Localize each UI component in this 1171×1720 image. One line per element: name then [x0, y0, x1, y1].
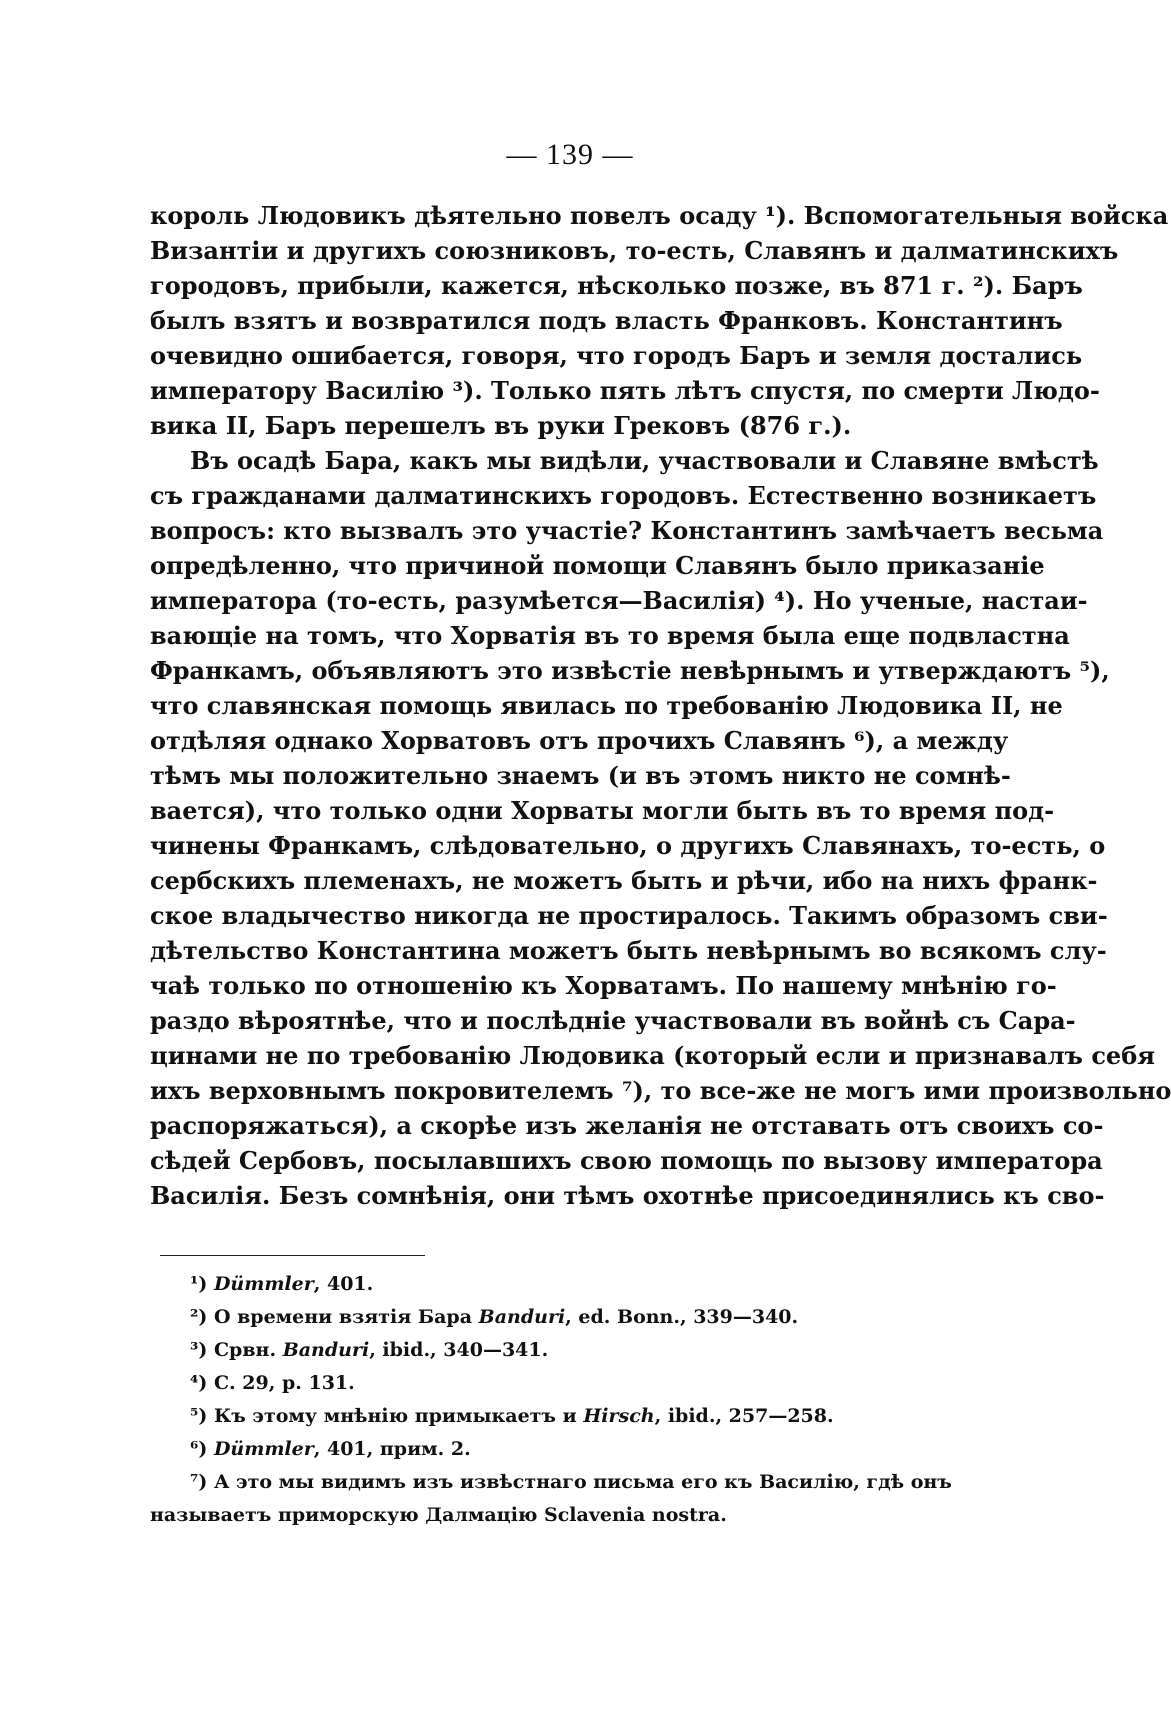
text-line: сѣдей Сербовъ, посылавшихъ свою помощь по вызову императора: [150, 1146, 1103, 1175]
footnote-mark: ⁴): [190, 1372, 214, 1394]
footnotes: [150, 1268, 950, 1532]
footnote-author: Banduri: [282, 1339, 370, 1361]
footnote: [150, 1301, 950, 1334]
text-line: отдѣляя однако Хорватовъ отъ прочихъ Славянъ ⁶), а между: [150, 726, 1009, 755]
footnote-pre: Къ этому мнѣнію примыкаетъ и: [213, 1405, 584, 1427]
footnote-rest: А это мы видимъ изъ извѣстнаго письма его къ Василію, гдѣ онъ: [213, 1471, 952, 1493]
footnote-mark: ⁷): [190, 1471, 214, 1493]
text-line: вающіе на томъ, что Хорватія въ то время была еще подвластна: [150, 621, 1070, 650]
text-line: сербскихъ племенахъ, не можетъ быть и рѣчи, ибо на нихъ франк-: [150, 866, 1098, 895]
footnote: [150, 1367, 950, 1400]
footnote-author: Dümmler: [213, 1438, 314, 1460]
footnote-author: Hirsch: [583, 1405, 655, 1427]
text-line: раздо вѣроятнѣе, что и послѣдніе участвовали въ войнѣ съ Сара-: [150, 1006, 1076, 1035]
text-line: Въ осадѣ Бара, какъ мы видѣли, участвовали и Славяне вмѣстѣ: [190, 446, 1099, 475]
footnote-mark: ⁵): [190, 1405, 214, 1427]
footnote-rest: , ibid., 257—258.: [654, 1405, 834, 1427]
text-line: чинены Франкамъ, слѣдовательно, о другихъ Славянахъ, то-есть, о: [150, 831, 1106, 860]
text-line: Франкамъ, объявляютъ это извѣстіе невѣрнымъ и утверждаютъ ⁵),: [150, 656, 1110, 685]
footnote-rest: , ed. Bonn., 339—340.: [565, 1306, 799, 1328]
page-number: — 139 —: [506, 138, 634, 171]
text-line: вопросъ: кто вызвалъ это участіе? Константинъ замѣчаетъ весьма: [150, 516, 1104, 545]
text-line: былъ взятъ и возвратился подъ власть Франковъ. Константинъ: [150, 306, 1063, 335]
footnote-rest: С. 29, p. 131.: [213, 1372, 355, 1394]
text-line: городовъ, прибыли, кажется, нѣсколько позже, въ 871 г. ²). Баръ: [150, 271, 1083, 300]
text-line: императора (то-есть, разумѣется—Василія) ⁴). Но ученые, настаи-: [150, 586, 1088, 615]
footnote-continuation: называетъ приморскую Далмацію Sclavenia nostra.: [150, 1504, 727, 1526]
text-line: Василія. Безъ сомнѣнія, они тѣмъ охотнѣе присоединялись къ сво-: [150, 1181, 1105, 1210]
text-line: чаѣ только по отношенію къ Хорватамъ. По нашему мнѣнію го-: [150, 971, 1057, 1000]
footnote-rest: , ibid., 340—341.: [369, 1339, 549, 1361]
text-line: тѣмъ мы положительно знаемъ (и въ этомъ никто не сомнѣ-: [150, 761, 1011, 790]
text-line: опредѣленно, что причиной помощи Славянъ было приказаніе: [150, 551, 1045, 580]
footnote-rest: , 401.: [313, 1273, 374, 1295]
text-line: ское владычество никогда не простиралось. Такимъ образомъ сви-: [150, 901, 1108, 930]
text-line: императору Василію ³). Только пять лѣтъ спустя, по смерти Людо-: [150, 376, 1100, 405]
footnote: [150, 1466, 950, 1499]
footnote-author: Dümmler: [213, 1273, 314, 1295]
footnote: [150, 1400, 950, 1433]
footnote-mark: ⁶): [190, 1438, 214, 1460]
footnote-rest: , 401, прим. 2.: [313, 1438, 471, 1460]
text-line: дѣтельство Константина можетъ быть невѣрнымъ во всякомъ слу-: [150, 936, 1107, 965]
text-line: вика II, Баръ перешелъ въ руки Грековъ (876 г.).: [150, 411, 852, 440]
text-line: очевидно ошибается, говоря, что городъ Баръ и земля достались: [150, 341, 1083, 370]
footnote-mark: ³): [190, 1339, 214, 1361]
footnote: [150, 1334, 950, 1367]
text-line: король Людовикъ дѣятельно повелъ осаду ¹). Вспомогательныя войска: [150, 201, 1169, 230]
footnote-pre: О времени взятія Бара: [213, 1306, 479, 1328]
text-line: что славянская помощь явилась по требованію Людовика II, не: [150, 691, 1063, 720]
text-line: цинами не по требованію Людовика (который если и признавалъ себя: [150, 1041, 1155, 1070]
text-line: вается), что только одни Хорваты могли быть въ то время под-: [150, 796, 1055, 825]
text-line: распоряжаться), а скорѣе изъ желанія не отставать отъ своихъ со-: [150, 1111, 1104, 1140]
footnote-author: Banduri: [478, 1306, 566, 1328]
footnote: [150, 1268, 950, 1301]
text-line: съ гражданами далматинскихъ городовъ. Естественно возникаетъ: [150, 481, 1097, 510]
footnote: [150, 1433, 950, 1466]
text-line: ихъ верховнымъ покровителемъ ⁷), то все-же не могъ ими произвольно: [150, 1076, 1171, 1105]
footnote-mark: ¹): [190, 1273, 214, 1295]
text-line: Византіи и другихъ союзниковъ, то-есть, Славянъ и далматинскихъ: [150, 236, 1119, 265]
main-text: [150, 198, 1171, 1213]
footnote-pre: Срвн.: [213, 1339, 283, 1361]
footnote-separator: [160, 1255, 425, 1256]
footnote-mark: ²): [190, 1306, 214, 1328]
